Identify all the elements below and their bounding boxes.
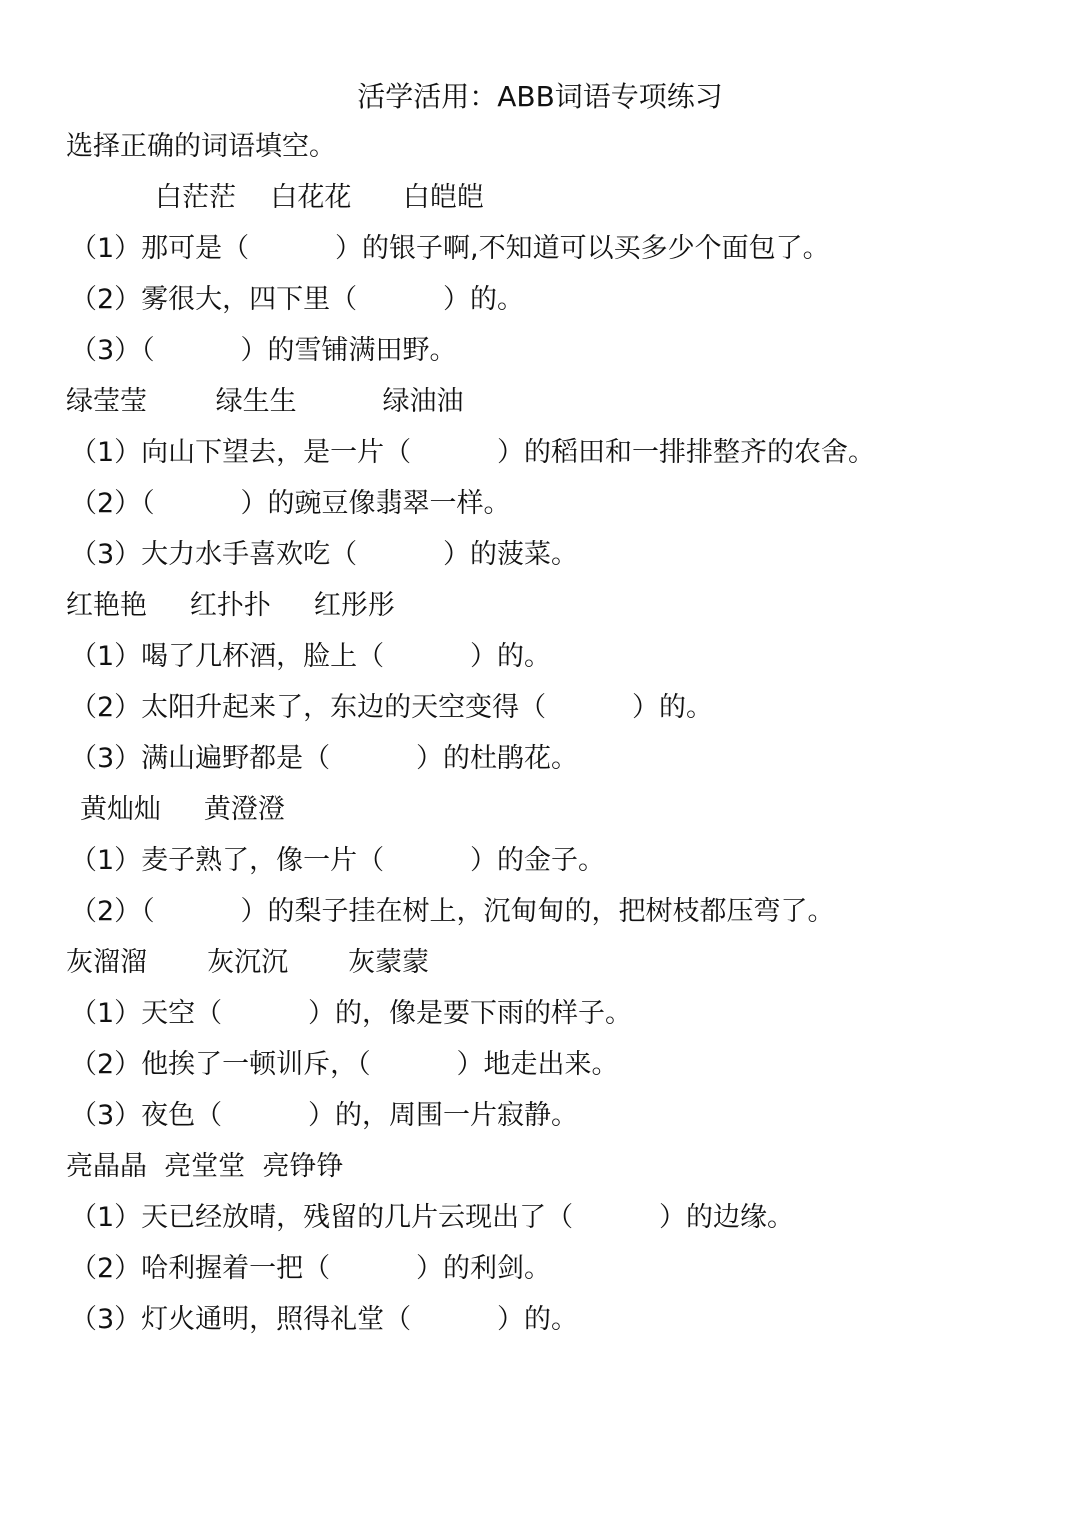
question-line: （2）他挨了一顿训斥，（ ）地走出来。 [70, 1049, 619, 1080]
word-bank-grey: 灰溜溜 灰沉沉 灰蒙蒙 [66, 947, 430, 978]
question-line: （3）夜色（ ）的，周围一片寂静。 [70, 1100, 579, 1131]
question-line: （3）大力水手喜欢吃（ ）的菠菜。 [70, 539, 579, 570]
question-line: （2）哈利握着一把（ ）的利剑。 [70, 1253, 552, 1284]
word-bank-red: 红艳艳 红扑扑 红彤彤 [66, 590, 395, 621]
question-line: （2）（ ）的豌豆像翡翠一样。 [70, 488, 511, 519]
question-line: （2）雾很大，四下里（ ）的。 [70, 284, 525, 315]
word-bank-green: 绿莹莹 绿生生 绿油油 [66, 386, 464, 417]
question-line: （3）满山遍野都是（ ）的杜鹃花。 [70, 743, 579, 774]
question-line: （1）天空（ ）的，像是要下雨的样子。 [70, 998, 633, 1029]
question-line: （1）喝了几杯酒，脸上（ ）的。 [70, 641, 552, 672]
worksheet-title: 活学活用：ABB词语专项练习 [357, 80, 723, 113]
question-line: （2）太阳升起来了，东边的天空变得（ ）的。 [70, 692, 714, 723]
question-line: （1）天已经放晴，残留的几片云现出了（ ）的边缘。 [70, 1202, 795, 1233]
word-bank-bright: 亮晶晶 亮堂堂 亮铮铮 [66, 1151, 344, 1182]
question-line: （1）那可是（ ）的银子啊,不知道可以买多少个面包了。 [70, 233, 830, 264]
question-line: （3）（ ）的雪铺满田野。 [70, 335, 457, 366]
question-line: （1）向山下望去，是一片（ ）的稻田和一排排整齐的农舍。 [70, 437, 876, 468]
question-line: （1）麦子熟了，像一片（ ）的金子。 [70, 845, 606, 876]
word-bank-white: 白茫茫 白花花 白皑皑 [155, 182, 484, 213]
question-line: （3）灯火通明，照得礼堂（ ）的。 [70, 1304, 579, 1335]
word-bank-yellow: 黄灿灿 黄澄澄 [80, 794, 285, 825]
question-line: （2）（ ）的梨子挂在树上，沉甸甸的，把树枝都压弯了。 [70, 896, 835, 927]
instruction-text: 选择正确的词语填空。 [66, 131, 336, 162]
